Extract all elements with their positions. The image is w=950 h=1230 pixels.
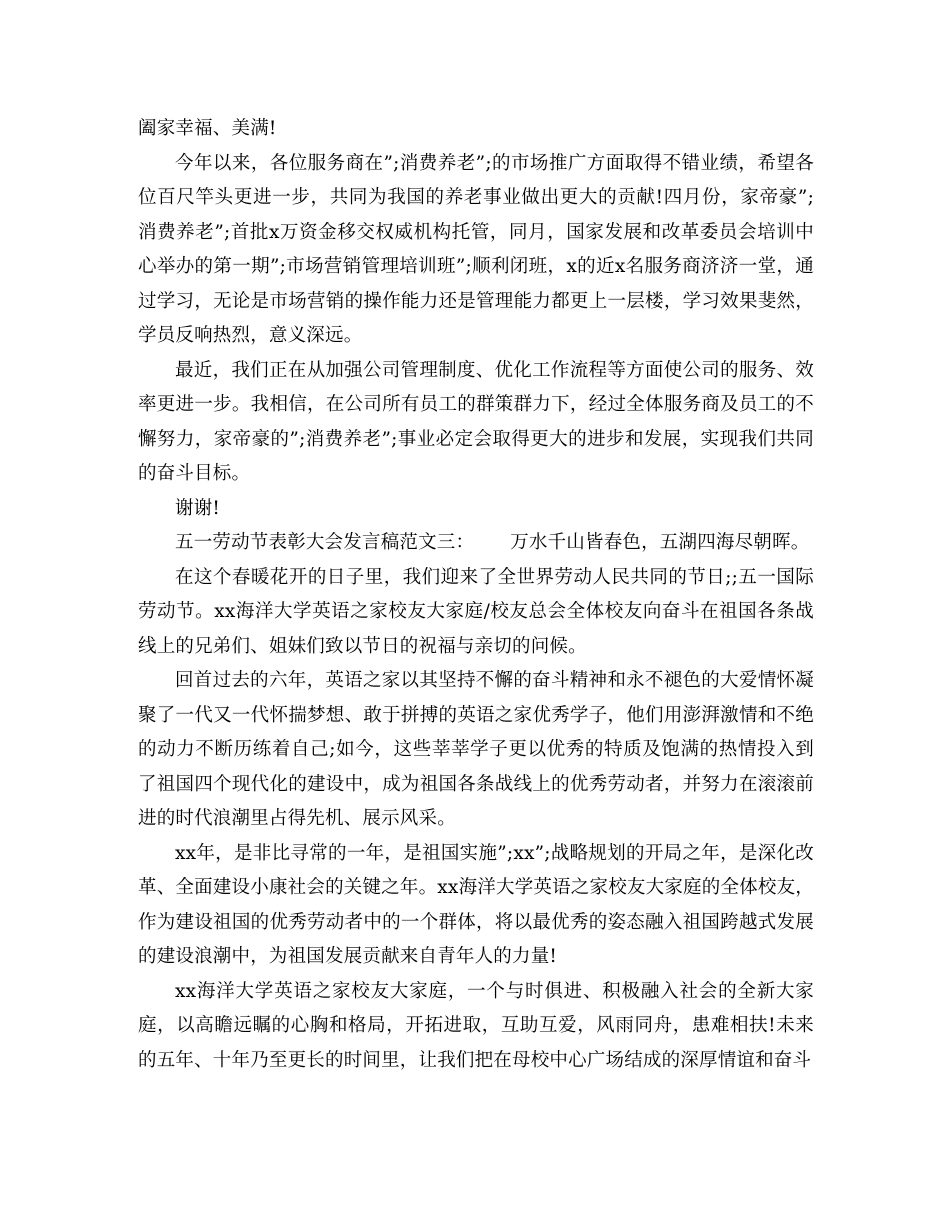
paragraph-8: xx海洋大学英语之家校友大家庭，一个与时俱进、积极融入社会的全新大家庭，以高瞻远瞩的心胸和格局，开拓进取，互助互爱，风雨同舟，患难相扶!未来的五年、十年乃至更长的时间里，让我们把在母校中心广场结成的深厚情谊和奋斗 (138, 980, 814, 1071)
paragraph-7: xx年，是非比寻常的一年，是祖国实施”;xx”;战略规划的开局之年，是深化改革、全面建设小康社会的关键之年。xx海洋大学英语之家校友大家庭的全体校友，作为建设祖国的优秀劳动者中的一个群体，将以最优秀的姿态融入祖国跨越式发展的建设浪潮中，为祖国发展贡献来自青年人的力量! (138, 842, 814, 967)
section-heading-couplet: 万水千山皆春色，五湖四海尽朝晖。 (510, 532, 810, 553)
paragraph-2: 今年以来，各位服务商在”;消费养老”;的市场推广方面取得不错业绩，希望各位百尺竿头更进一步，共同为我国的养老事业做出更大的贡献!四月份，家帝豪”;消费养老”;首批x万资金移交权威机构托管，同月，国家发展和改革委员会培训中心举办的第一期”;市场营销管理培训班”;顺利闭班，x的近x名服务商济济一堂，通过学习，无论是市场营销的操作能力还是管理能力都更上一层楼，学习效果斐然，学员反响热烈，意义深远。 (138, 152, 814, 346)
paragraph-1: 阖家幸福、美满! (138, 118, 277, 139)
paragraph-6: 回首过去的六年，英语之家以其坚持不懈的奋斗精神和永不褪色的大爱情怀凝聚了一代又一代怀揣梦想、敢于拼搏的英语之家优秀学子，他们用澎湃激情和不绝的动力不断历练着自己;如今，这些莘莘学子更以优秀的特质及饱满的热情投入到了祖国四个现代化的建设中，成为祖国各条战线上的优秀劳动者，并努力在滚滚前进的时代浪潮里占得先机、展示风采。 (138, 670, 814, 829)
paragraph-4: 谢谢! (175, 497, 221, 519)
section-heading-title: 五一劳动节表彰大会发言稿范文三： (175, 532, 475, 553)
document-page (138, 112, 814, 1078)
paragraph-3: 最近，我们正在从加强公司管理制度、优化工作流程等方面使公司的服务、效率更进一步。我相信，在公司所有员工的群策群力下，经过全体服务商及员工的不懈努力，家帝豪的”;消费养老”;事业必定会取得更大的进步和发展，实现我们共同的奋斗目标。 (138, 359, 814, 484)
section-heading (138, 526, 814, 561)
paragraph-5: 在这个春暖花开的日子里，我们迎来了全世界劳动人民共同的节日;;五一国际劳动节。xx海洋大学英语之家校友大家庭/校友总会全体校友向奋斗在祖国各条战线上的兄弟们、姐妹们致以节日的祝福与亲切的问候。 (138, 566, 814, 657)
